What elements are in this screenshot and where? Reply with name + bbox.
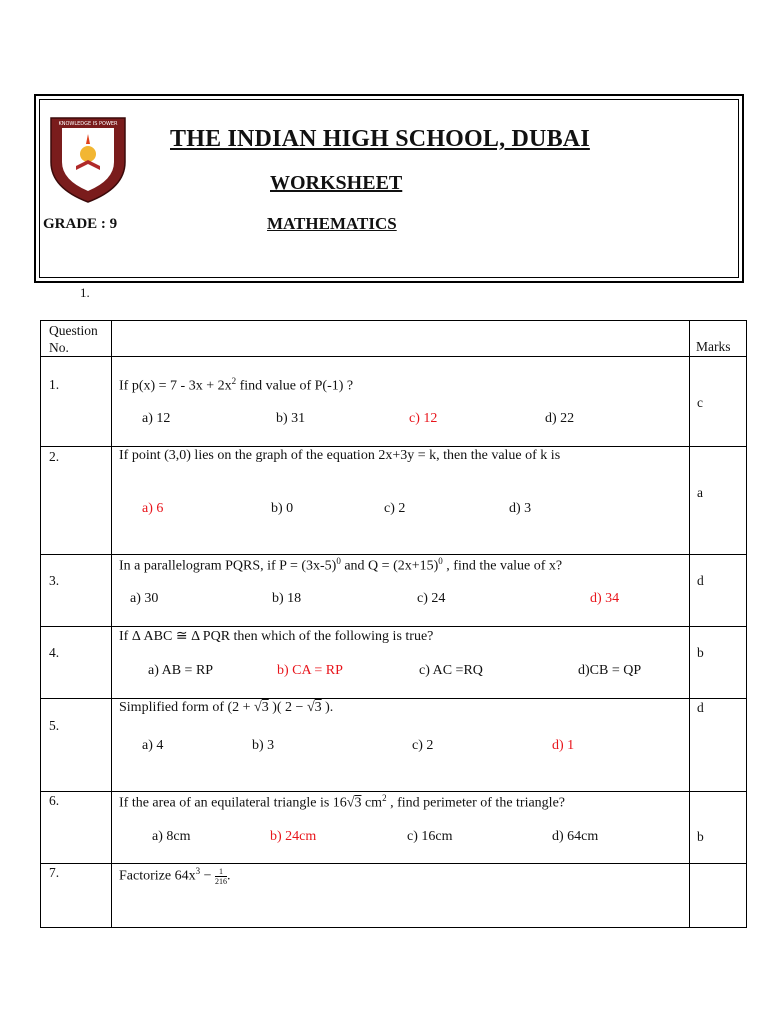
answer-mark: b xyxy=(690,627,747,699)
table-row xyxy=(41,699,747,792)
table-row xyxy=(41,627,747,699)
answer-mark: b xyxy=(690,792,747,864)
header-question-blank xyxy=(112,321,690,357)
table-row xyxy=(41,357,747,447)
question-number: 6. xyxy=(41,792,112,864)
option-c: c) 2 xyxy=(384,501,406,516)
question-number: 3. xyxy=(41,555,112,627)
section-number: 1. xyxy=(80,285,90,300)
option-a: a) 8cm xyxy=(152,829,191,844)
option-a: a) 4 xyxy=(142,738,164,753)
question-text: If the area of an equilateral triangle is 16√3 $cm^2$ , find perimeter of the triangle? xyxy=(119,793,566,811)
question-cell xyxy=(112,447,690,555)
subject-label: MATHEMATICS xyxy=(267,214,397,233)
question-number: 1. xyxy=(41,357,112,447)
option-c: c) AC =RQ xyxy=(419,663,483,678)
logo-motto: KNOWLEDGE IS POWER xyxy=(58,121,118,127)
question-cell xyxy=(112,627,690,699)
option-a-correct: a) 6 xyxy=(142,501,164,516)
option-b: b) 3 xyxy=(252,738,275,753)
questions-table xyxy=(40,320,747,928)
option-d: d) 22 xyxy=(545,411,575,426)
question-cell xyxy=(112,357,690,447)
question-number: 2. xyxy=(41,447,112,555)
question-text: If Δ ABC ≅ Δ PQR then which of the following is true? xyxy=(119,629,434,644)
option-d: d) 3 xyxy=(509,501,532,516)
table-row xyxy=(41,447,747,555)
option-a: a) 30 xyxy=(130,591,159,606)
option-b-correct: b) CA = RP xyxy=(277,663,343,678)
option-d-correct: d) 34 xyxy=(590,591,620,606)
question-text: Simplified form of (2 + √3 )( 2 − √3 ). xyxy=(119,700,334,715)
question-number: 7. xyxy=(41,864,112,928)
answer-mark: d xyxy=(690,555,747,627)
option-c: c) 16cm xyxy=(407,829,453,844)
option-d: d) 64cm xyxy=(552,829,599,844)
question-text: Factorize $64x^3$ − $\frac{1}{216}$ . xyxy=(119,866,231,886)
question-text: If $p(x) = 7 - 3x + 2x^2$ find value of P(-1) ? xyxy=(119,376,354,394)
option-b-correct: b) 24cm xyxy=(270,829,317,844)
question-cell xyxy=(112,699,690,792)
question-number: 4. xyxy=(41,627,112,699)
grade-label: GRADE : 9 xyxy=(43,216,118,232)
question-cell xyxy=(112,555,690,627)
question-number: 5. xyxy=(41,699,112,792)
question-cell xyxy=(112,792,690,864)
table-row xyxy=(41,792,747,864)
header-marks: Marks xyxy=(690,321,747,357)
option-b: b) 0 xyxy=(271,501,294,516)
answer-mark: a xyxy=(690,447,747,555)
fraction: $\frac{1}{216}$ xyxy=(215,866,227,886)
option-b: b) 31 xyxy=(276,411,306,426)
option-a: a) 12 xyxy=(142,411,171,426)
option-c-correct: c) 12 xyxy=(409,411,438,426)
question-text: If point (3,0) lies on the graph of the equation 2x+3y = k, then the value of k is xyxy=(119,448,561,463)
option-d-correct: d) 1 xyxy=(552,738,575,753)
table-header-row xyxy=(41,321,747,357)
option-a: a) AB = RP xyxy=(148,663,214,678)
option-d: d)CB = QP xyxy=(578,663,642,678)
worksheet-title: WORKSHEET xyxy=(270,172,403,194)
answer-mark: c xyxy=(690,357,747,447)
option-c: c) 2 xyxy=(412,738,434,753)
option-c: c) 24 xyxy=(417,591,446,606)
table-row xyxy=(41,864,747,928)
header-question-no: Question No. xyxy=(41,321,112,357)
question-text: In a parallelogram PQRS, if $P = (3x-5)^0$ and $Q = (2x+15)^0$ , find the value of x? xyxy=(119,556,563,574)
option-b: b) 18 xyxy=(272,591,302,606)
question-cell xyxy=(112,864,690,928)
table-row xyxy=(41,555,747,627)
answer-mark: d xyxy=(690,699,747,792)
school-name: THE INDIAN HIGH SCHOOL, DUBAI xyxy=(170,126,590,152)
school-crest-logo xyxy=(48,114,128,204)
answer-mark xyxy=(690,864,747,928)
